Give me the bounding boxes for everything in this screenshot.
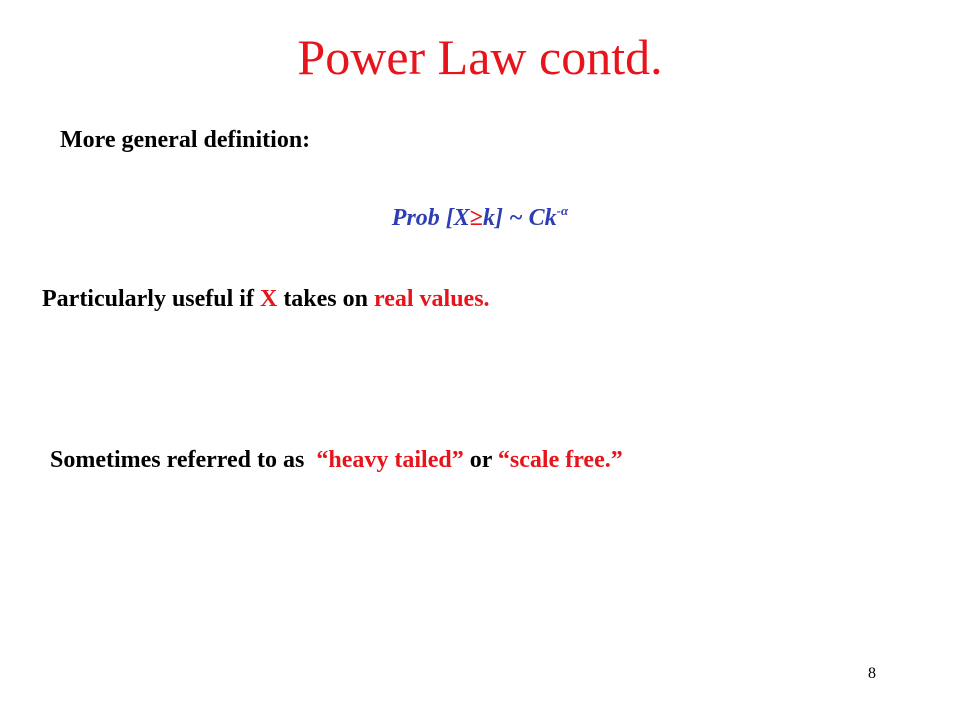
useful-line: [42, 284, 490, 314]
formula-middle: k] ~ Ck: [482, 205, 557, 231]
formula-prefix: Prob [X: [391, 205, 470, 231]
aka-term-scale-free: “scale free.”: [497, 447, 623, 473]
slide-title: Power Law contd.: [297, 29, 663, 85]
useful-text-2: takes on: [277, 286, 374, 312]
formula-relation: ≥: [469, 205, 483, 231]
aka-line: [50, 445, 623, 475]
useful-emphasis: real values.: [374, 286, 490, 312]
aka-term-heavy-tailed: “heavy tailed”: [316, 447, 464, 473]
subheading: More general definition:: [60, 127, 311, 153]
power-law-formula: [0, 203, 960, 233]
page-number: 8: [868, 665, 876, 682]
useful-variable: X: [259, 286, 278, 312]
aka-text-2: or: [463, 447, 498, 473]
useful-text-1: Particularly useful if: [42, 286, 260, 312]
formula-exponent: -α: [556, 203, 569, 218]
aka-text-1: Sometimes referred to as: [50, 447, 317, 473]
